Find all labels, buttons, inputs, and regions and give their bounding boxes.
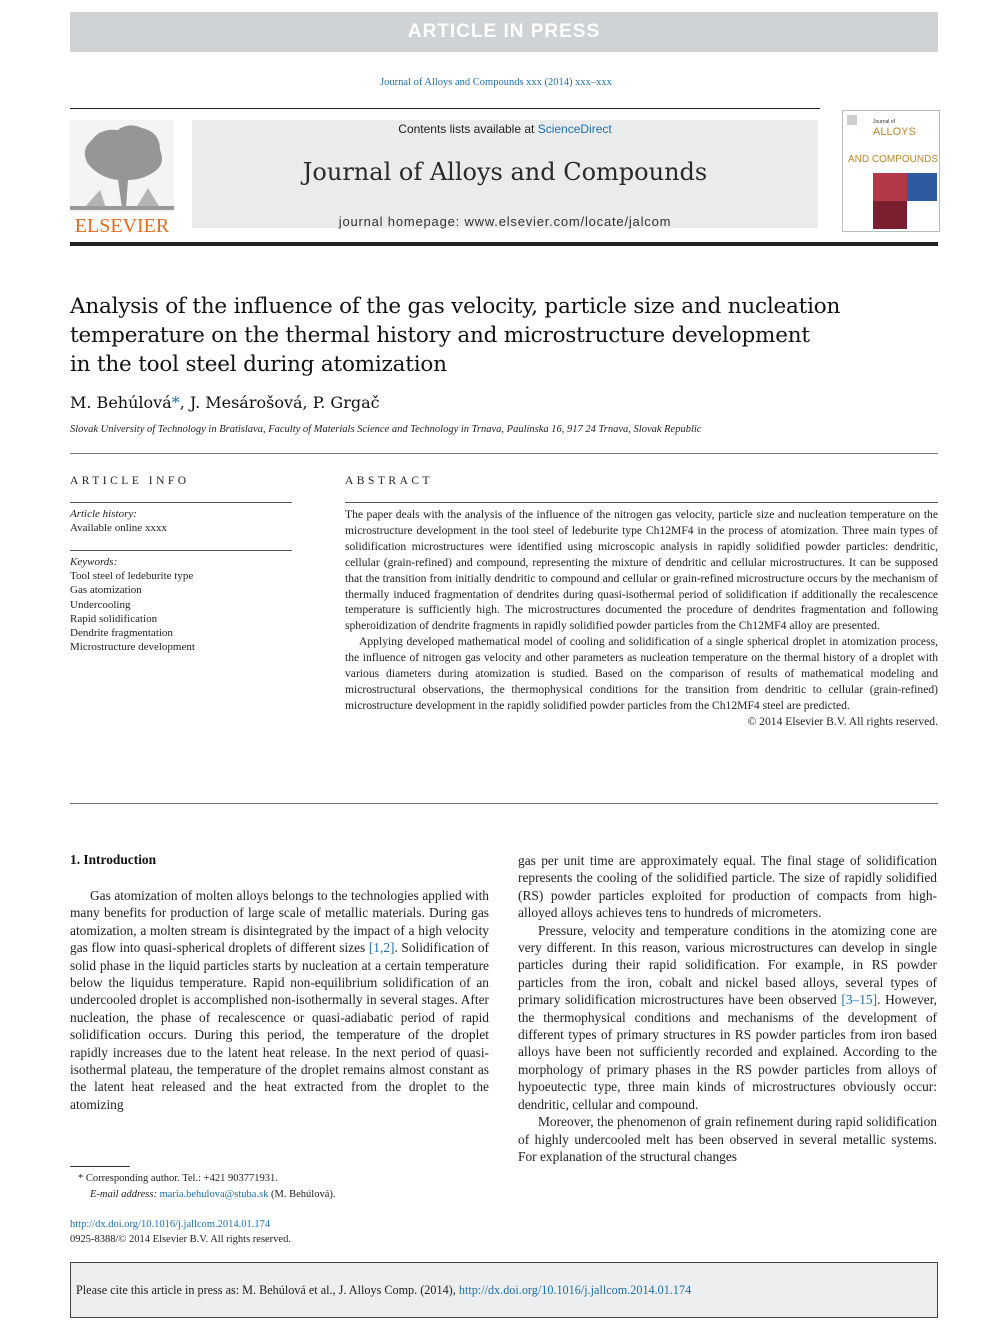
article-history: Article history: Available online xxxx [70, 508, 167, 534]
citation-box: Please cite this article in press as: M. Behúlová et al., J. Alloys Comp. (2014), http://dx.doi.org/10.1016/j.jallcom.2014.01.174 [70, 1262, 938, 1318]
journal-homepage[interactable]: journal homepage: www.elsevier.com/locate/jalcom [338, 214, 672, 229]
body-column-left: Gas atomization of molten alloys belongs to the technologies applied with many benefits for production of large scale of metallic materials. During gas atomization, a molten stream is disintegrated by the impact of a high velocity gas flow into quasi-spherical droplets of different sizes [1,2]. Solidification of solid phase in the liquid particles starts by nucleation at a certain temperature below the liquidus temperature. Rapid non-equilibrium solidification of an undercooled droplet is accomplished non-isothermally in several stages. After nucleation, the phase of recalescence or quasi-adiabatic period of rapid solidification occurs. During this period, the temperature of the droplet rapidly increases due to the latent heat release. In the next period of quasi-isothermal plateau, the temperature of the droplet remains almost constant as the latent heat released and the heat extracted from the droplet to the atomizing [70, 888, 489, 1112]
divider [70, 453, 938, 454]
divider [70, 550, 292, 551]
article-title: Analysis of the influence of the gas velocity, particle size and nucleation temperature on the thermal history and microstructure development in the tool steel during atomization [70, 294, 841, 377]
citation-link[interactable]: [1,2] [368, 940, 395, 956]
doi-link[interactable]: http://dx.doi.org/10.1016/j.jallcom.2014.01.174 [70, 1219, 271, 1230]
keyword: Tool steel of ledeburite type [70, 570, 194, 583]
doi-block: http://dx.doi.org/10.1016/j.jallcom.2014.01.174 0925-8388/© 2014 Elsevier B.V. All rights reserved. [70, 1219, 291, 1245]
elsevier-logo[interactable] [70, 120, 174, 238]
keyword: Rapid solidification [70, 612, 158, 625]
affiliation: Slovak University of Technology in Bratislava, Faculty of Materials Science and Technology in Trnava, Paulínska 16, 917 24 Trnava, Slovak Republic [70, 424, 702, 435]
abstract-heading: ABSTRACT [345, 475, 434, 487]
svg-text:ELSEVIER: ELSEVIER [74, 215, 170, 237]
keyword: Dendrite fragmentation [70, 627, 173, 640]
divider [70, 502, 292, 503]
citation-link[interactable]: [3–15] [841, 992, 878, 1008]
journal-title: Journal of Alloys and Compounds [302, 158, 708, 186]
section-heading-introduction: 1. Introduction [70, 852, 157, 867]
email-link[interactable]: maria.behulova@stuba.sk [159, 1188, 269, 1200]
footnote-rule [70, 1166, 130, 1167]
body-column-right: gas per unit time are approximately equal. The final stage of solidification represents the cooling of the solidified particle. The size of rapidly solidified (RS) powder particles exploited for production of compacts from high-alloyed alloys achieves tens to hundreds of micrometers. Pressure, velocity and temperature conditions in the atomizing cone are very different. In this reason, various microstructures can develop in single particles during their rapid solidification. For example, in RS powder particles from the iron, cobalt and nickel based alloys, several types of primary solidification microstructures have been observed [3–15]. However, the thermophysical conditions and mechanisms of the development of different types of primary structures in RS powder particles from iron based alloys have been not sufficiently recorded and explained. According to the morphology of primary phases in the RS powder particles from alloys of hypoeutectic type, three main kinds of microstructures obviously occur: dendritic, cellular and compound. Moreover, the phenomenon of grain refinement during rapid solidification of highly undercooled melt has been observed in several metallic systems. For explanation of the structural changes [518, 853, 937, 1164]
keywords: Keywords: Tool steel of ledeburite type Gas atomization Undercooling Rapid solidification Dendrite fragmentation Microstructure development [70, 556, 195, 654]
divider [345, 502, 938, 503]
svg-text:ALLOYS: ALLOYS [873, 126, 916, 138]
article-in-press-banner: ARTICLE IN PRESS [70, 12, 938, 52]
keyword: Gas atomization [70, 584, 142, 597]
svg-text:AND COMPOUNDS: AND COMPOUNDS [848, 154, 939, 165]
contents-line: Contents lists available at ScienceDirect [398, 122, 612, 136]
footnote: * Corresponding author. Tel.: +421 903771931. E-mail address: maria.behulova@stuba.sk (M. Behúlová). [78, 1173, 336, 1200]
header-rule [70, 242, 938, 246]
divider [70, 108, 820, 109]
sciencedirect-link[interactable]: ScienceDirect [537, 122, 612, 136]
abstract-body: The paper deals with the analysis of the influence of the nitrogen gas velocity, particle size and nucleation temperature on the microstructure development in the tool steel of ledeburite type Ch12MF4 in the process of atomization. Three main types of solidification microstructures were identified using microscopic analysis in rapidly solidified powder particles: dendritic, cellular (grain-refined) and compound, representing the mixture of dendritic and cellular microstructures. It can be supposed that the transition from initially dendritic to compound and cellular or grain-refined microstructure occurs by the mechanism of thermally induced fragmentation of dendrites during quasi-isothermal period of solidification if additionally the recalescence temperature is sufficiently high. The microstructures documented the procedure of dendrites fragmentation and following spheroidization of dendrite fragments in rapidly solidified powder particles from the Ch12MF4 alloy are presented. Applying developed mathematical model of cooling and solidification of a single spherical droplet in atomization process, the influence of nitrogen gas velocity and other parameters as nucleation temperature on the thermal history of a droplet with various diameters during atomization is studied. Based on the comparison of results of mathematical modeling and microstructural observations, the thermophysical conditions for the transition from dendritic to cellular (grain-refined) microstructure development in the rapidly solidified powder particles from the Ch12MF4 steel are predicted. © 2014 Elsevier B.V. All rights reserved. [345, 508, 938, 728]
corresponding-author-marker[interactable]: * [171, 393, 180, 412]
keyword: Undercooling [70, 598, 131, 611]
journal-cover[interactable] [842, 110, 940, 232]
article-info-heading: ARTICLE INFO [70, 475, 190, 487]
copyright: © 2014 Elsevier B.V. All rights reserved. [747, 714, 938, 728]
author-list: M. Behúlová*, J. Mesárošová, P. Grgač [70, 393, 380, 412]
svg-text:Journal of: Journal of [873, 119, 895, 125]
divider [70, 803, 938, 804]
keyword: Microstructure development [70, 641, 195, 654]
journal-reference[interactable]: Journal of Alloys and Compounds xxx (2014) xxx–xxx [380, 77, 612, 88]
citation-doi-link[interactable]: http://dx.doi.org/10.1016/j.jallcom.2014.01.174 [458, 1282, 692, 1297]
